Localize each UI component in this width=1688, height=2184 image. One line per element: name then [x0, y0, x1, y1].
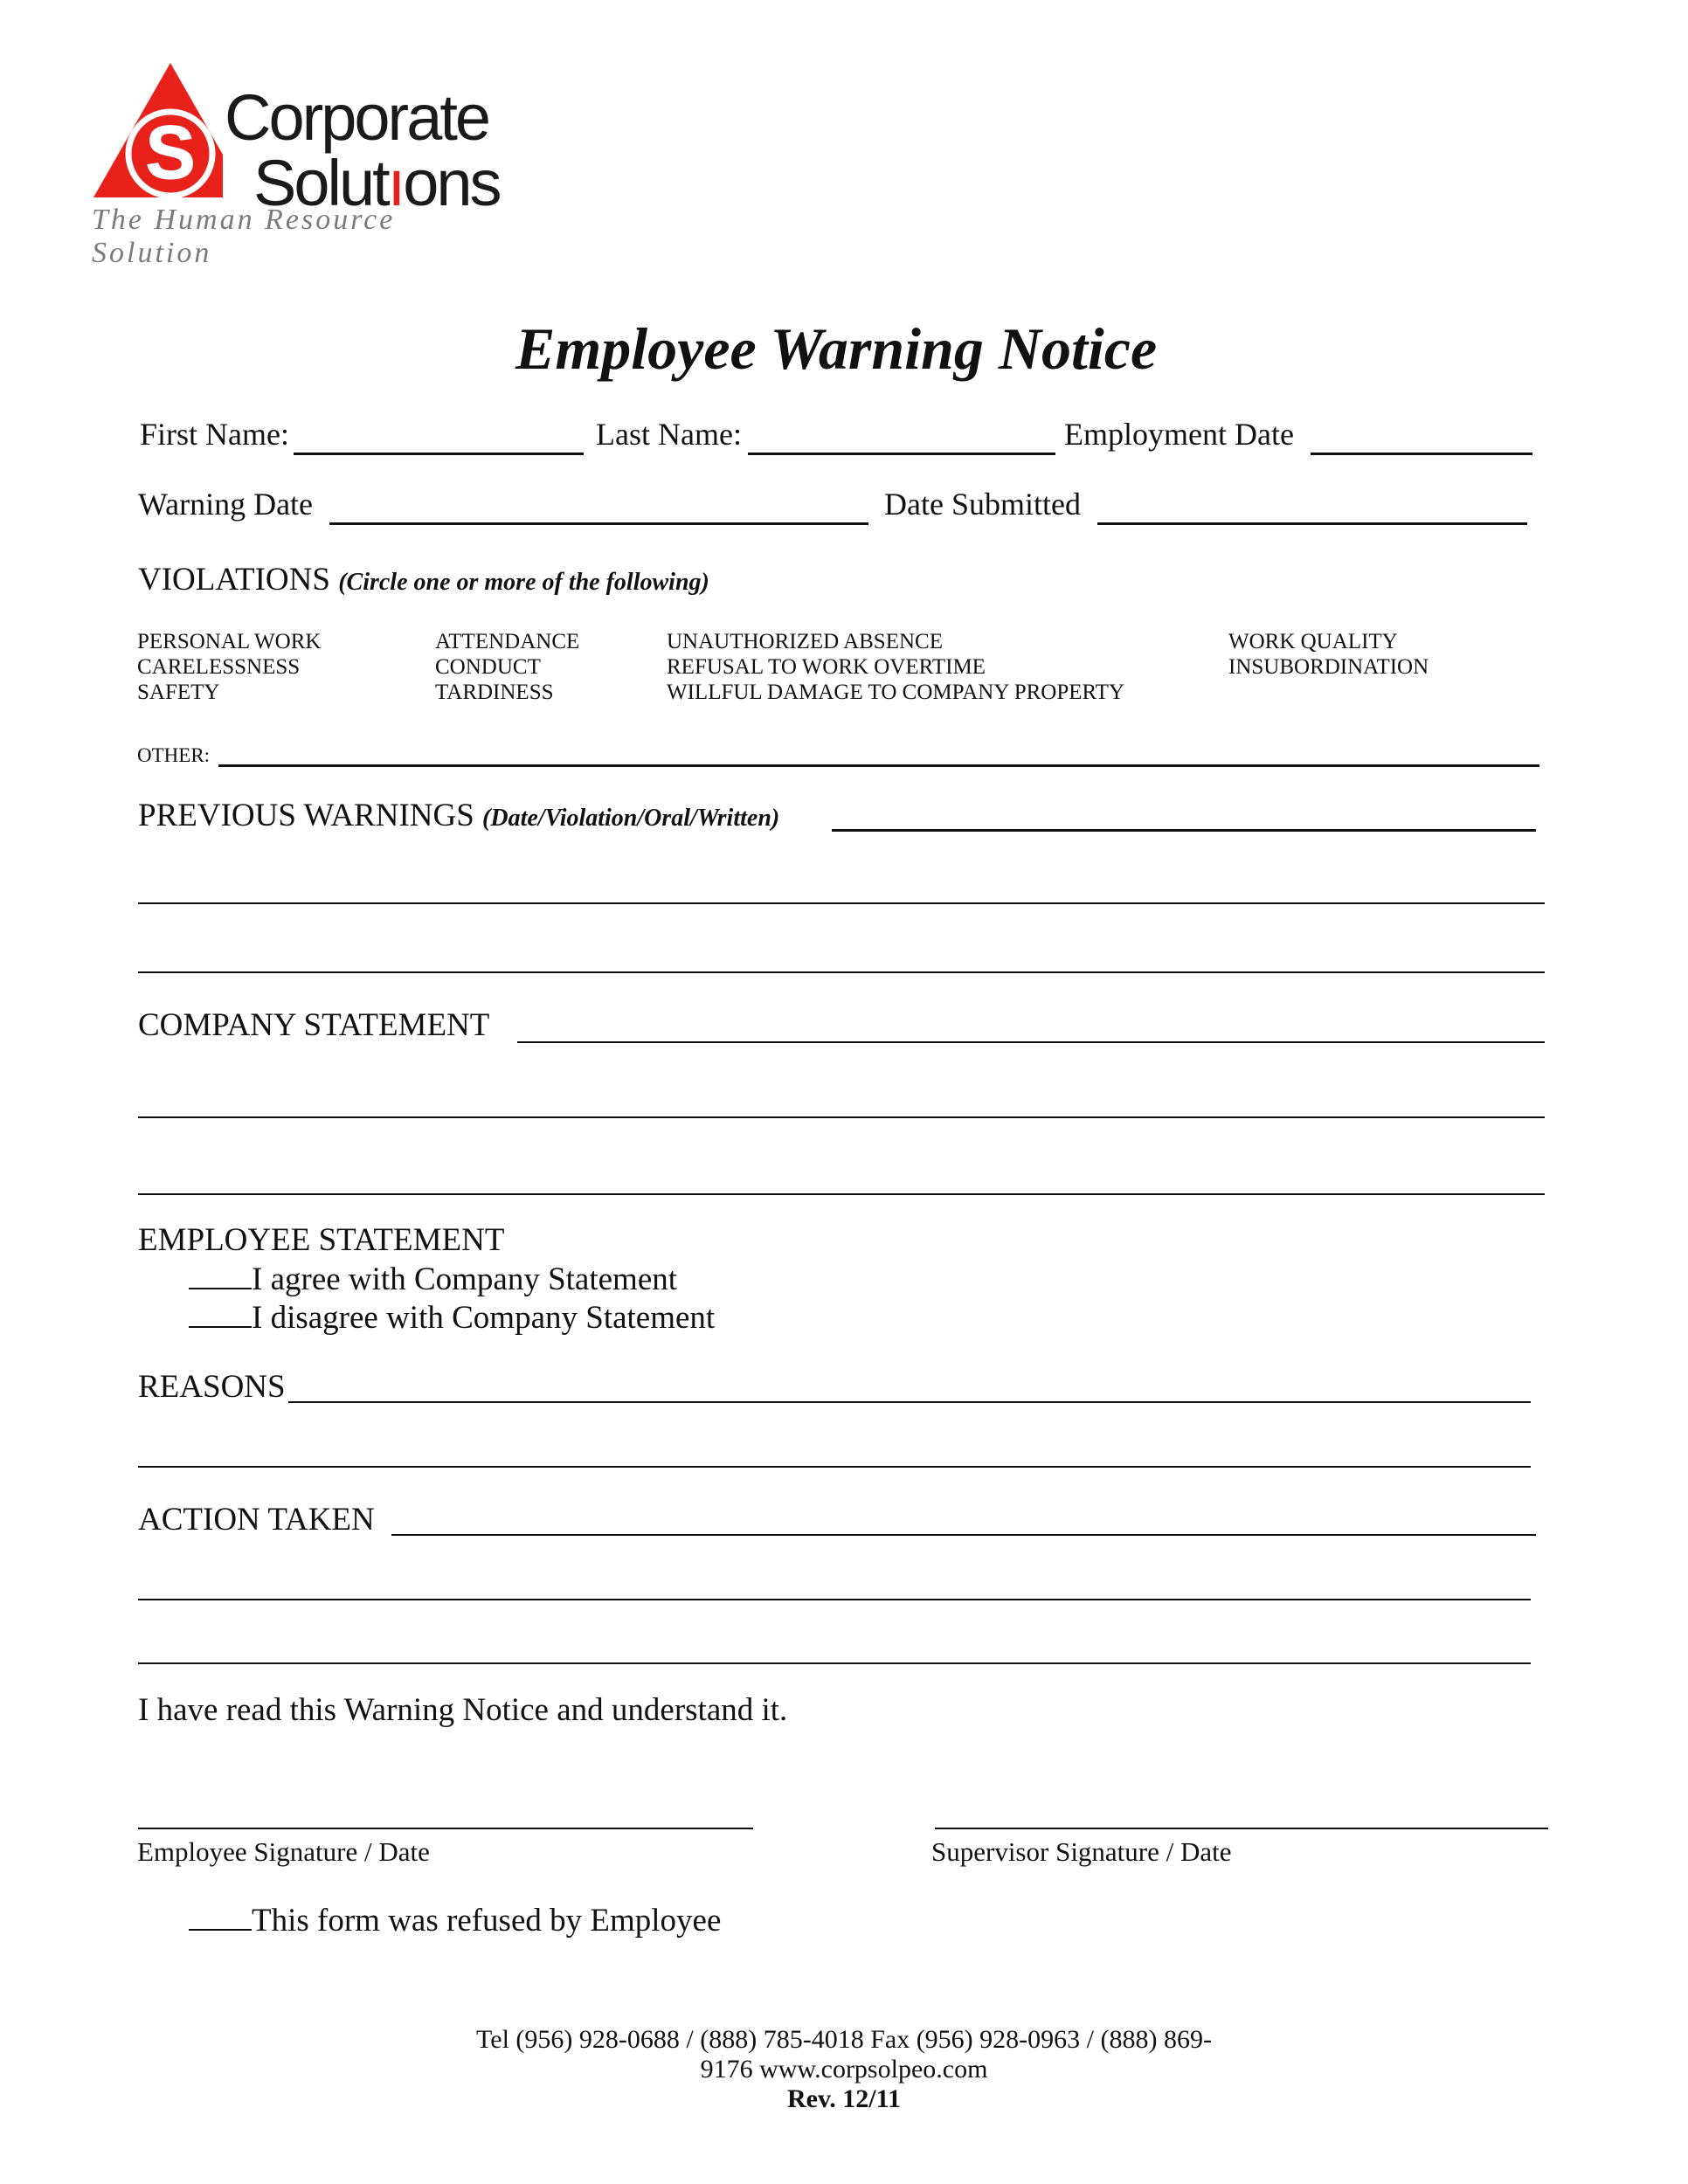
violation-option[interactable]: REFUSAL TO WORK OVERTIME	[667, 655, 986, 679]
previous-warnings-line-3[interactable]	[138, 971, 1545, 973]
refused-label: This form was refused by Employee	[252, 1903, 722, 1939]
supervisor-signature-field[interactable]	[935, 1828, 1548, 1829]
agree-option[interactable]	[189, 1260, 677, 1298]
previous-warnings-hint: (Date/Violation/Oral/Written)	[482, 805, 780, 832]
violations-heading-text: VIOLATIONS	[138, 562, 330, 598]
warning-date-field[interactable]	[329, 522, 868, 525]
employee-signature-field[interactable]	[138, 1828, 753, 1829]
employment-date-field[interactable]	[1311, 453, 1532, 455]
company-logo	[92, 59, 511, 269]
violations-instruction: (Circle one or more of the following)	[338, 569, 709, 596]
company-statement-heading: COMPANY STATEMENT	[138, 1007, 490, 1043]
company-statement-field[interactable]	[517, 1041, 1545, 1043]
company-statement-line-2[interactable]	[138, 1116, 1545, 1118]
violation-option[interactable]: SAFETY	[137, 681, 220, 704]
date-submitted-label: Date Submitted	[884, 487, 1081, 522]
last-name-field[interactable]	[748, 453, 1055, 455]
refused-checkbox-blank[interactable]	[189, 1901, 252, 1931]
violation-option[interactable]: INSUBORDINATION	[1228, 655, 1429, 679]
employee-signature-label: Employee Signature / Date	[137, 1836, 430, 1867]
violation-option[interactable]: WILLFUL DAMAGE TO COMPANY PROPERTY	[667, 681, 1125, 704]
violations-heading	[138, 561, 709, 598]
logo-tagline: The Human Resource Solution	[92, 204, 396, 269]
warning-date-label: Warning Date	[138, 487, 314, 522]
violation-option[interactable]: CARELESSNESS	[137, 655, 301, 679]
company-name-part: ons	[403, 147, 500, 219]
footer-contact-line-2: 9176 www.corpsolpeo.com	[700, 2055, 988, 2084]
violation-option[interactable]: TARDINESS	[435, 681, 554, 704]
action-taken-heading: ACTION TAKEN	[138, 1502, 375, 1538]
action-taken-field[interactable]	[391, 1534, 1536, 1536]
agree-checkbox-blank[interactable]	[189, 1260, 252, 1289]
violation-option[interactable]: PERSONAL WORK	[137, 630, 322, 653]
svg-text:S: S	[145, 111, 196, 195]
acknowledgement-text: I have read this Warning Notice and understand it.	[138, 1692, 788, 1728]
reasons-field[interactable]	[288, 1401, 1531, 1403]
action-taken-line-3[interactable]	[138, 1662, 1531, 1664]
first-name-label: First Name:	[140, 417, 289, 452]
company-name-part: Solut	[253, 147, 388, 219]
previous-warnings-line-2[interactable]	[138, 902, 1545, 904]
date-submitted-field[interactable]	[1097, 522, 1527, 525]
violation-option[interactable]: ATTENDANCE	[435, 630, 580, 653]
disagree-option[interactable]	[189, 1298, 715, 1337]
violation-option[interactable]: UNAUTHORIZED ABSENCE	[667, 630, 943, 653]
reasons-line-2[interactable]	[138, 1466, 1531, 1468]
last-name-label: Last Name:	[596, 417, 742, 452]
company-statement-line-3[interactable]	[138, 1193, 1545, 1195]
footer-revision: Rev. 12/11	[786, 2084, 901, 2113]
reasons-heading: REASONS	[138, 1369, 286, 1405]
first-name-field[interactable]	[294, 453, 584, 455]
employment-date-label: Employment Date	[1064, 417, 1294, 452]
violations-column-4	[1228, 629, 1429, 680]
other-field[interactable]	[218, 764, 1539, 767]
disagree-checkbox-blank[interactable]	[189, 1298, 252, 1328]
employee-statement-heading: EMPLOYEE STATEMENT	[138, 1222, 505, 1258]
violations-column-3	[667, 629, 1124, 705]
previous-warnings-field[interactable]	[832, 829, 1536, 832]
violation-option[interactable]: WORK QUALITY	[1228, 630, 1398, 653]
page-title: Employee Warning Notice	[515, 315, 1158, 382]
disagree-label: I disagree with Company Statement	[252, 1300, 716, 1336]
violation-option[interactable]: CONDUCT	[435, 655, 541, 679]
previous-warnings-heading	[138, 797, 779, 834]
previous-warnings-heading-text: PREVIOUS WARNINGS	[138, 798, 474, 833]
action-taken-line-2[interactable]	[138, 1599, 1531, 1600]
footer-contact-line-1: Tel (956) 928-0688 / (888) 785-4018 Fax (956) 928-0963 / (888) 869-	[476, 2025, 1212, 2054]
violations-column-2	[435, 629, 579, 705]
supervisor-signature-label: Supervisor Signature / Date	[931, 1836, 1232, 1867]
refused-option[interactable]	[189, 1901, 721, 1939]
person-icon: ı	[387, 147, 404, 219]
company-name-line1: Corporate	[225, 81, 489, 154]
violations-column-1	[137, 629, 321, 705]
agree-label: I agree with Company Statement	[252, 1261, 678, 1297]
other-label: OTHER:	[137, 744, 211, 766]
